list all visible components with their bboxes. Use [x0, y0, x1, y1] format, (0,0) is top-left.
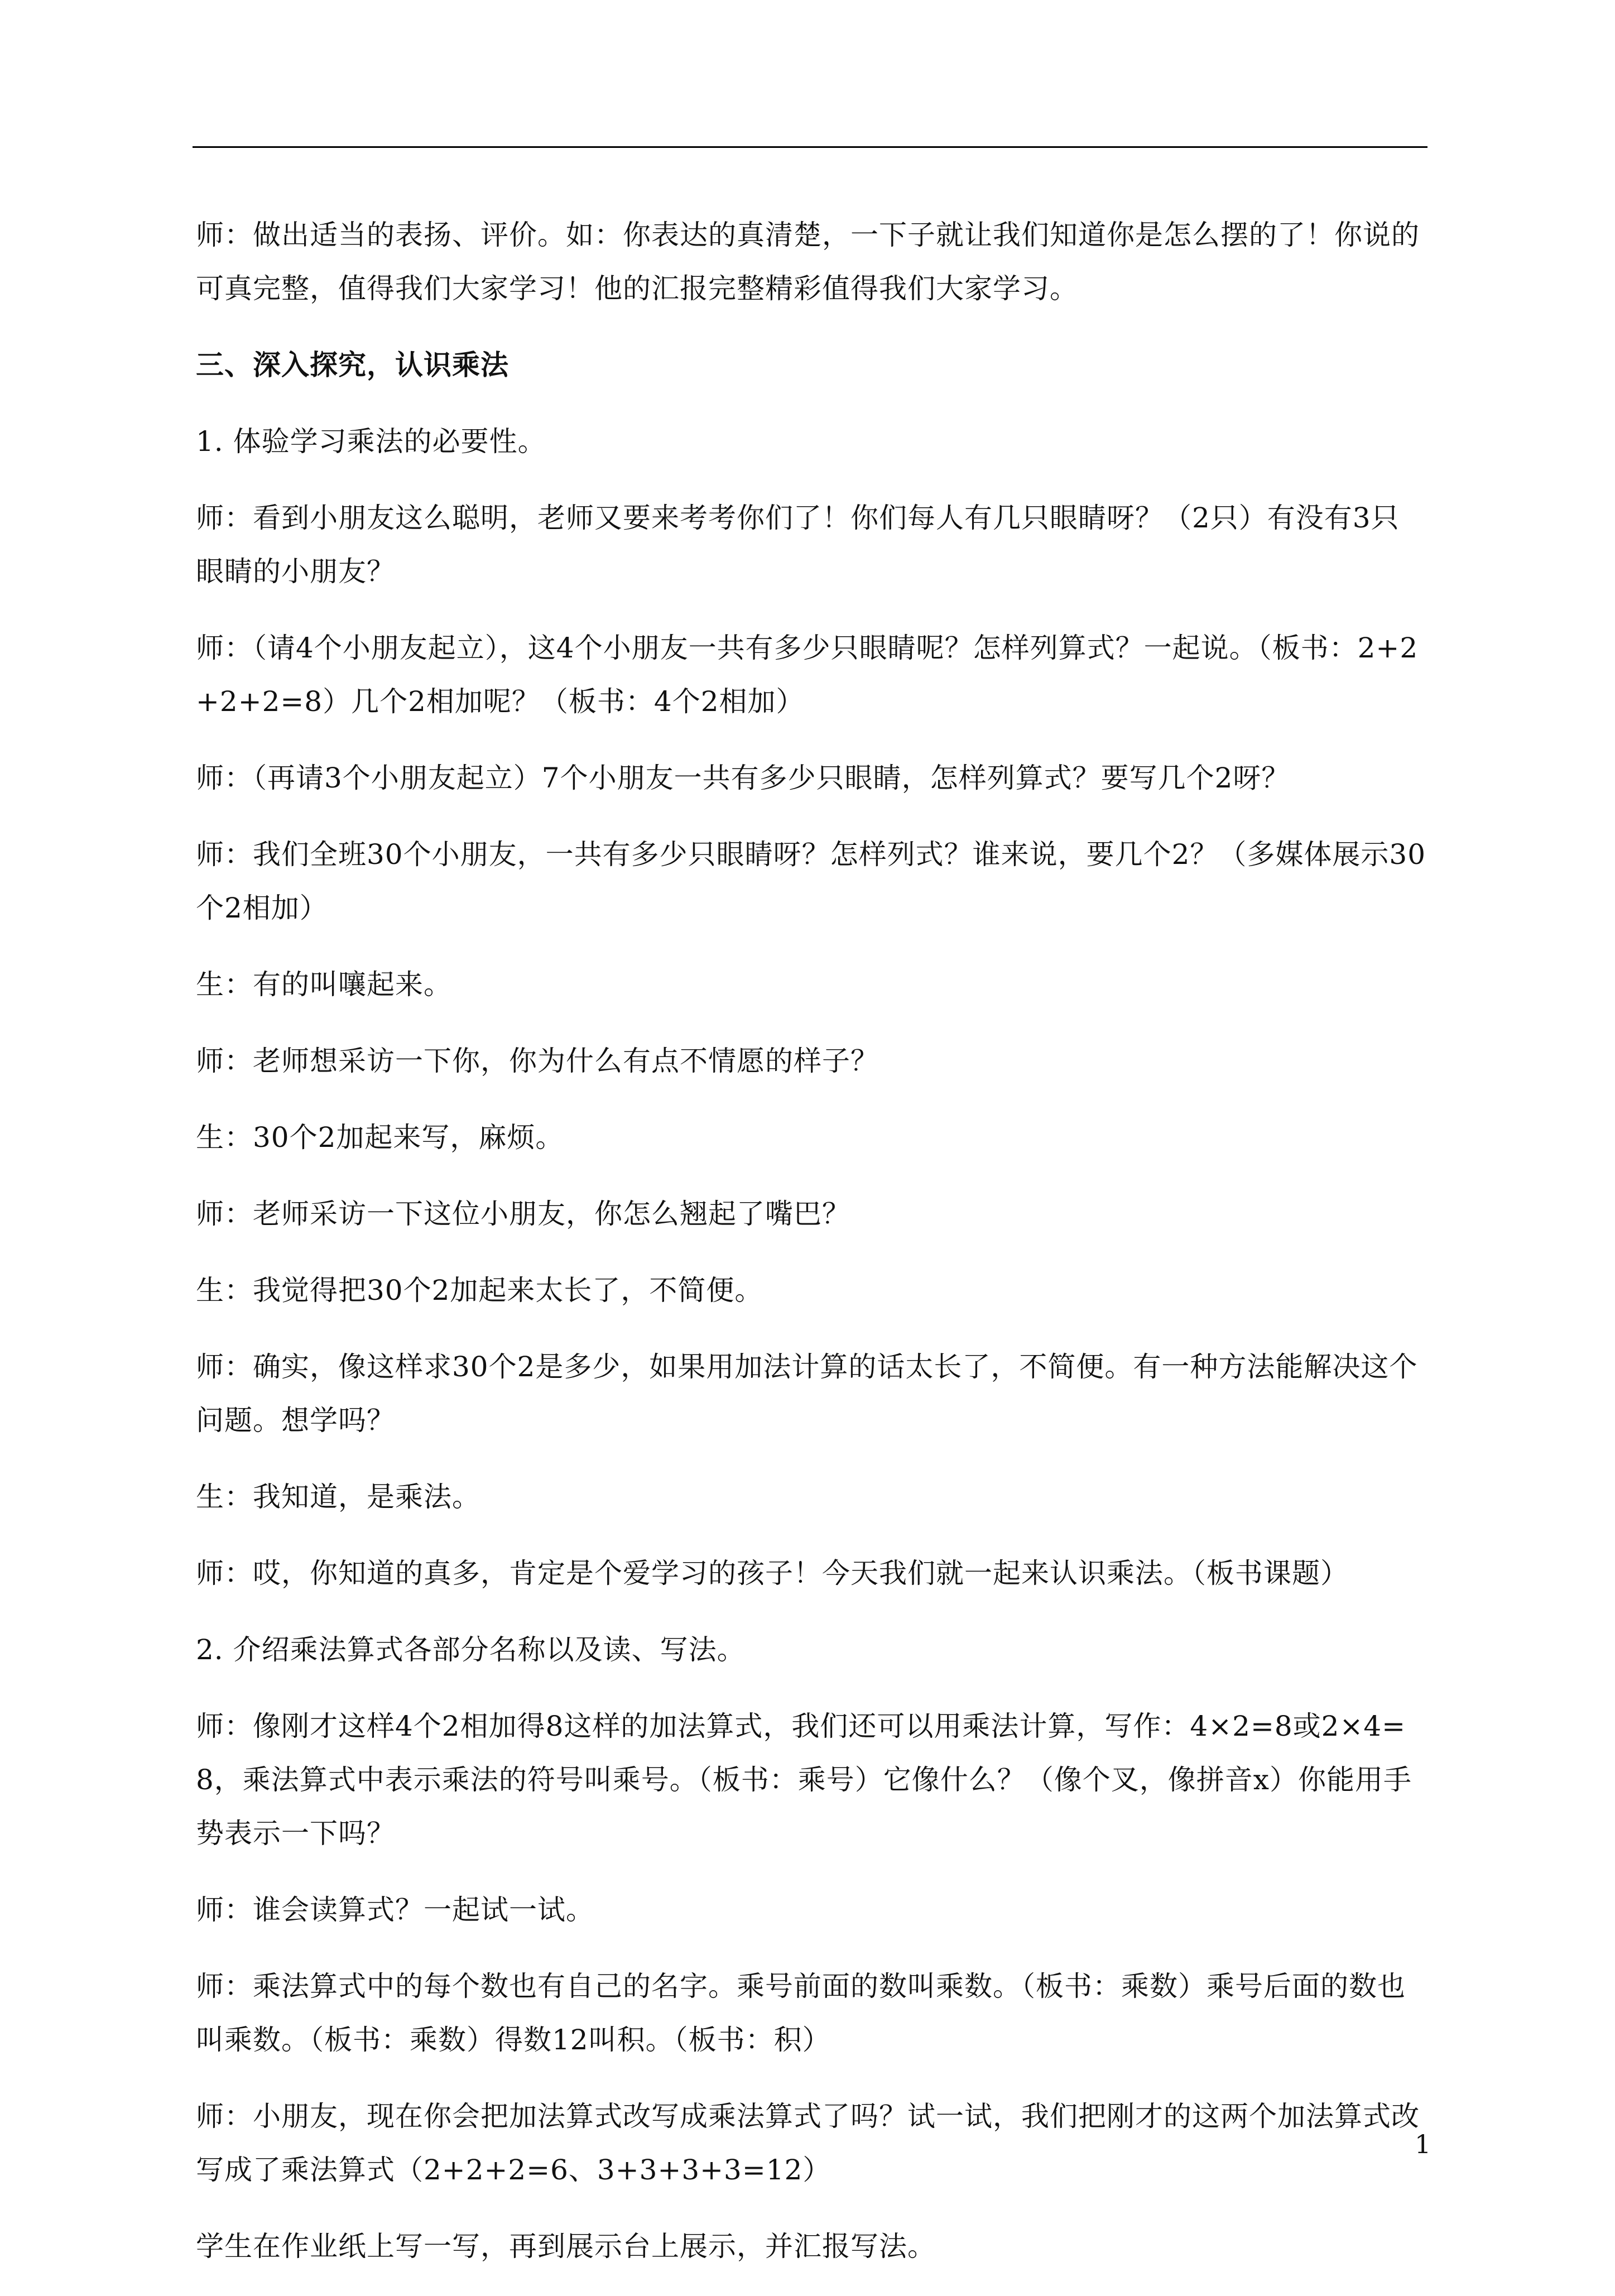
paragraph: 师：老师想采访一下你，你为什么有点不情愿的样子？	[196, 1045, 879, 1077]
paragraph: 师：谁会读算式？一起试一试。	[196, 1894, 594, 1926]
paragraph: 生：我觉得把30个2加起来太长了，不简便。	[196, 1274, 763, 1306]
paragraph: 师：做出适当的表扬、评价。如：你表达的真清楚，一下子就让我们知道你是怎么摆的了！你说的可真完整，值得我们大家学习！他的汇报完整精彩值得我们大家学习。	[196, 219, 1420, 305]
section-heading: 三、深入探究，认识乘法	[196, 348, 509, 381]
header-rule	[193, 146, 1427, 148]
paragraph: 师：小朋友，现在你会把加法算式改写成乘法算式了吗？试一试，我们把刚才的这两个加法算式改写成了乘法算式（2+2+2=6、3+3+3+3=12）	[196, 2100, 1420, 2186]
paragraph: 师：我们全班30个小朋友，一共有多少只眼睛呀？怎样列式？谁来说，要几个2？（多媒体展示30个2相加）	[196, 838, 1426, 924]
paragraph: 师：哎，你知道的真多，肯定是个爱学习的孩子！今天我们就一起来认识乘法。（板书课题）	[196, 1557, 1349, 1589]
document-body	[196, 208, 1427, 2296]
paragraph: 师：像刚才这样4个2相加得8这样的加法算式，我们还可以用乘法计算，写作：4×2=8或2×4=8，乘法算式中表示乘法的符号叫乘号。（板书：乘号）它像什么？（像个叉，像拼音x）你能用手势表示一下吗？	[196, 1710, 1412, 1850]
paragraph: 师：看到小朋友这么聪明，老师又要来考考你们了！你们每人有几只眼睛呀？（2只）有没有3只眼睛的小朋友？	[196, 502, 1400, 588]
paragraph: 师：乘法算式中的每个数也有自己的名字。乘号前面的数叫乘数。（板书：乘数）乘号后面的数也叫乘数。（板书：乘数）得数12叫积。（板书：积）	[196, 1970, 1406, 2056]
paragraph: 1. 体验学习乘法的必要性。	[196, 425, 546, 458]
paragraph: 师：（请4个小朋友起立），这4个小朋友一共有多少只眼睛呢？怎样列算式？一起说。（板书：2+2+2+2=8）几个2相加呢？（板书：4个2相加）	[196, 632, 1419, 718]
paragraph: 学生在作业纸上写一写，再到展示台上展示，并汇报写法。	[196, 2230, 936, 2263]
page-number: 1	[1415, 2129, 1431, 2159]
paragraph: 2. 介绍乘法算式各部分名称以及读、写法。	[196, 1634, 746, 1666]
paragraph: 生：30个2加起来写，麻烦。	[196, 1121, 564, 1154]
paragraph: 师：（再请3个小朋友起立）7个小朋友一共有多少只眼睛，怎样列算式？要写几个2呀？	[196, 762, 1290, 794]
paragraph: 生：我知道，是乘法。	[196, 1481, 480, 1513]
paragraph: 师：确实，像这样求30个2是多少，如果用加法计算的话太长了，不简便。有一种方法能解决这个问题。想学吗？	[196, 1351, 1418, 1437]
paragraph: 生：有的叫嚷起来。	[196, 968, 452, 1001]
paragraph: 师：老师采访一下这位小朋友，你怎么翘起了嘴巴？	[196, 1198, 850, 1230]
